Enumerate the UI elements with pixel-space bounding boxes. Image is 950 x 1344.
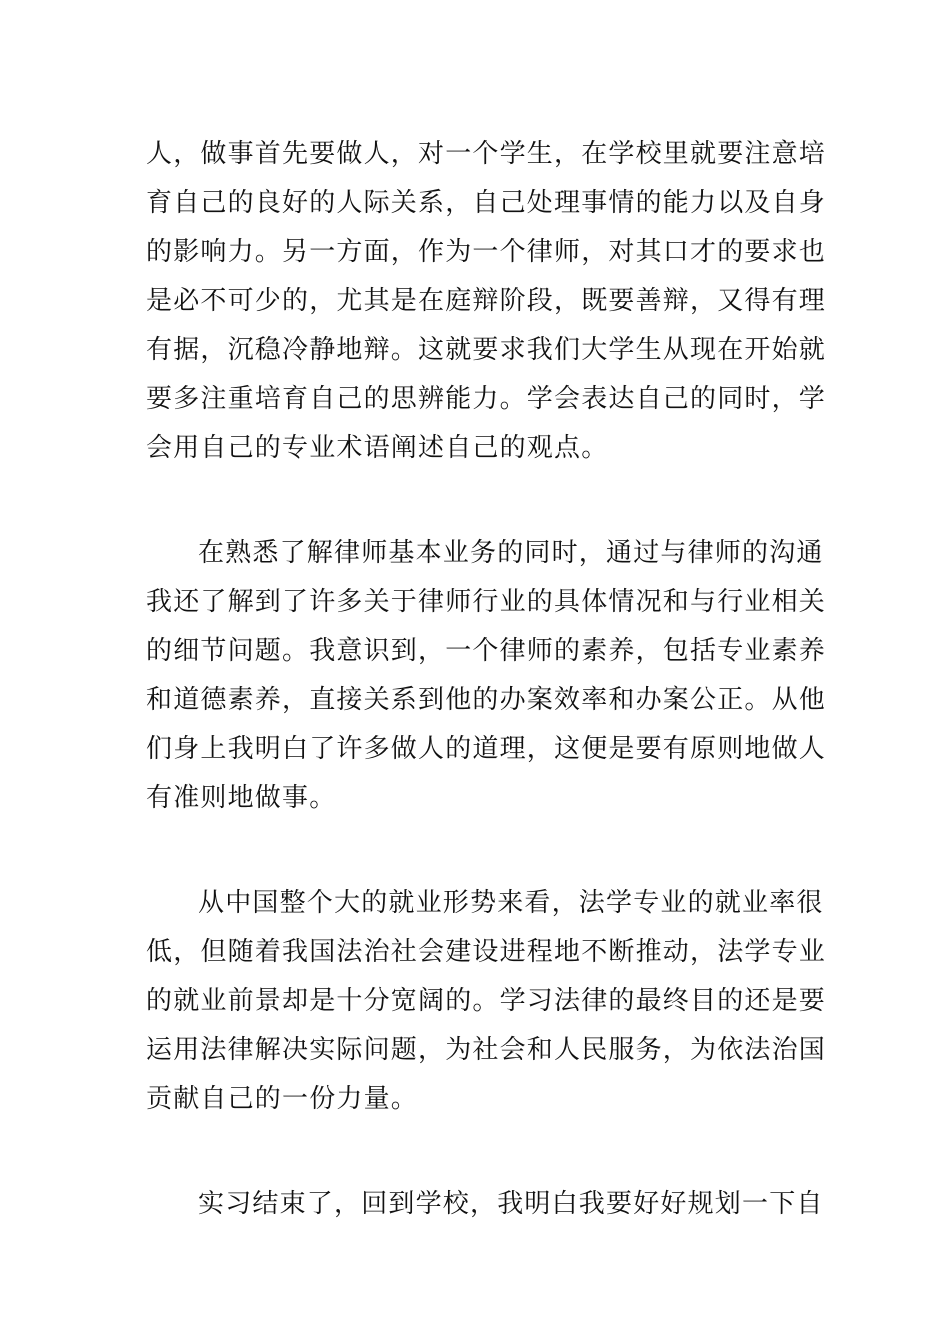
text-line: 有准则地做事。 — [146, 783, 337, 813]
text-line: 运用法律解决实际问题，为社会和人民服务，为依法治国 — [146, 1035, 827, 1065]
paragraph — [146, 879, 827, 1124]
text-line: 在熟悉了解律师基本业务的同时，通过与律师的沟通 — [198, 538, 824, 568]
text-line: 的细节问题。我意识到，一个律师的素养，包括专业素养 — [146, 636, 827, 666]
text-line: 会用自己的专业术语阐述自己的观点。 — [146, 433, 609, 463]
text-line: 我还了解到了许多关于律师行业的具体情况和与行业相关 — [146, 587, 827, 617]
text-line: 低，但随着我国法治社会建设进程地不断推动，法学专业 — [146, 937, 827, 967]
text-line: 育自己的良好的人际关系，自己处理事情的能力以及自身 — [146, 188, 827, 218]
text-line: 和道德素养，直接关系到他的办案效率和办案公正。从他 — [146, 685, 827, 715]
text-line: 贡献自己的一份力量。 — [146, 1084, 419, 1114]
text-line: 有据，沉稳冷静地辩。这就要求我们大学生从现在开始就 — [146, 335, 827, 365]
text-line: 实习结束了，回到学校，我明白我要好好规划一下自 — [198, 1189, 824, 1219]
text-line: 们身上我明白了许多做人的道理，这便是要有原则地做人 — [146, 734, 827, 764]
text-line: 人，做事首先要做人，对一个学生，在学校里就要注意培 — [146, 139, 827, 169]
text-line: 是必不可少的，尤其是在庭辩阶段，既要善辩，又得有理 — [146, 286, 827, 316]
text-line: 要多注重培育自己的思辨能力。学会表达自己的同时，学 — [146, 384, 827, 414]
paragraph — [146, 529, 827, 823]
paragraph — [146, 130, 827, 473]
text-line: 从中国整个大的就业形势来看，法学专业的就业率很 — [198, 888, 824, 918]
text-line: 的影响力。另一方面，作为一个律师，对其口才的要求也 — [146, 237, 827, 267]
paragraph — [146, 1180, 824, 1229]
text-line: 的就业前景却是十分宽阔的。学习法律的最终目的还是要 — [146, 986, 827, 1016]
body-text — [146, 130, 827, 1229]
